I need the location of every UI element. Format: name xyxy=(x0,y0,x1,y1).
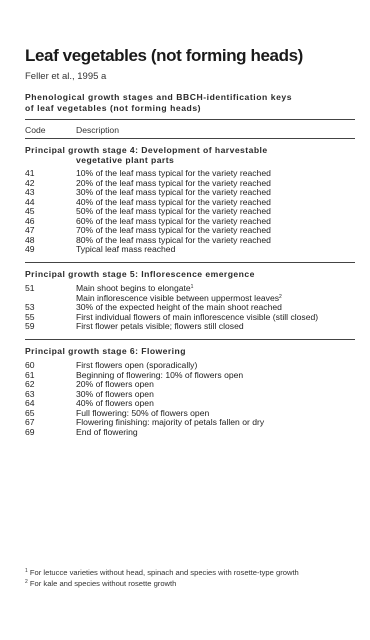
header-code: Code xyxy=(25,125,46,135)
stage-4-rule xyxy=(25,262,355,263)
stage-4-heading-line1: Principal growth stage 4: Development of harvestable xyxy=(25,145,268,155)
row-description-text: 40% of flowers open xyxy=(76,398,154,408)
row-code: 62 xyxy=(25,379,35,389)
row-description-text: 80% of the leaf mass typical for the variety reached xyxy=(76,234,271,245)
row-description-text: First flower petals visible; flowers still closed xyxy=(76,321,244,331)
row-description-text: 20% of flowers open xyxy=(76,379,154,389)
stage-5-rule xyxy=(25,339,355,340)
footnote-marker: 2 xyxy=(279,293,282,300)
table-row xyxy=(25,380,355,390)
row-code: 63 xyxy=(25,388,35,399)
table-row xyxy=(25,245,355,255)
row-description-text: Flowering finishing: majority of petals fallen or dry xyxy=(76,417,265,427)
table-row xyxy=(25,390,355,400)
row-description-text: Beginning of flowering: 10% of flowers open xyxy=(76,369,244,380)
row-code: 46 xyxy=(25,215,35,226)
table-row xyxy=(25,371,355,381)
row-code: 42 xyxy=(25,177,35,188)
stage-4-rows xyxy=(25,169,355,255)
header-description: Description xyxy=(76,125,119,135)
row-code: 48 xyxy=(25,234,35,245)
row-description xyxy=(76,245,175,255)
row-code: 60 xyxy=(25,360,35,370)
row-code: 49 xyxy=(25,244,35,254)
row-description-text: 30% of the expected height of the main shoot reached xyxy=(76,302,282,312)
row-code: 55 xyxy=(25,311,35,322)
page-title: Leaf vegetables (not forming heads) xyxy=(25,46,303,65)
row-code: 65 xyxy=(25,407,35,418)
row-description-text: End of flowering xyxy=(76,426,138,437)
row-code: 67 xyxy=(25,417,35,427)
row-description-text: Typical leaf mass reached xyxy=(76,244,176,254)
row-code: 44 xyxy=(25,196,35,207)
table-top-rule xyxy=(25,119,355,120)
table-row xyxy=(25,428,355,438)
row-description xyxy=(76,428,138,438)
table-row xyxy=(25,322,355,332)
citation: Feller et al., 1995 a xyxy=(25,71,107,82)
row-description xyxy=(76,322,244,332)
row-code: 53 xyxy=(25,302,35,312)
row-description-text: 10% of the leaf mass typical for the variety reached xyxy=(76,168,271,178)
footnote-1: $^1$ For letucce varieties without head, spinach and species with rosette-type growth xyxy=(25,568,299,577)
row-description-text: 60% of the leaf mass typical for the variety reached xyxy=(76,215,271,226)
table-row xyxy=(25,236,355,246)
row-description-text: First flowers open (sporadically) xyxy=(76,360,198,370)
row-code: 45 xyxy=(25,206,35,216)
row-description-text: Main inflorescence visible between uppermost leaves xyxy=(76,292,280,303)
footnote-marker: 1 xyxy=(190,284,194,290)
row-description-text: 30% of flowers open xyxy=(76,388,154,399)
row-code: 43 xyxy=(25,187,35,197)
stage-6-rows xyxy=(25,361,355,437)
stage-5-rows xyxy=(25,284,355,332)
stage-6-heading: Principal growth stage 6: Flowering xyxy=(25,346,186,356)
table-caption xyxy=(25,92,292,113)
row-description-text: First individual flowers of main inflorescence visible (still closed) xyxy=(76,311,319,322)
row-description-text: 50% of the leaf mass typical for the variety reached xyxy=(76,206,271,216)
caption-line-1: Phenological growth stages and BBCH-identification keys xyxy=(25,92,293,102)
row-code: 64 xyxy=(25,398,35,408)
row-code: 61 xyxy=(25,369,35,380)
row-code: 51 xyxy=(25,283,35,293)
table-row xyxy=(25,418,355,428)
header-rule xyxy=(25,138,355,139)
stage-4-heading-line2: vegetative plant parts xyxy=(76,155,175,165)
stage-5-heading: Principal growth stage 5: Inflorescence emergence xyxy=(25,269,255,279)
stage-4-heading xyxy=(25,145,268,165)
row-code: 41 xyxy=(25,168,35,178)
row-description-text: Main shoot begins to elongate xyxy=(76,283,191,293)
footnote-2: $^2$ For kale and species without rosette growth xyxy=(25,579,177,588)
row-description-text: Full flowering: 50% of flowers open xyxy=(76,407,210,418)
row-code: 47 xyxy=(25,225,35,235)
row-code: 59 xyxy=(25,321,35,331)
row-description-text: 40% of the leaf mass typical for the variety reached xyxy=(76,196,271,207)
row-description-text: 30% of the leaf mass typical for the variety reached xyxy=(76,187,271,197)
row-code: 69 xyxy=(25,426,35,437)
row-description-text: 20% of the leaf mass typical for the variety reached xyxy=(76,177,271,188)
row-description-text: 70% of the leaf mass typical for the variety reached xyxy=(76,225,271,235)
caption-line-2: of leaf vegetables (not forming heads) xyxy=(25,102,202,113)
